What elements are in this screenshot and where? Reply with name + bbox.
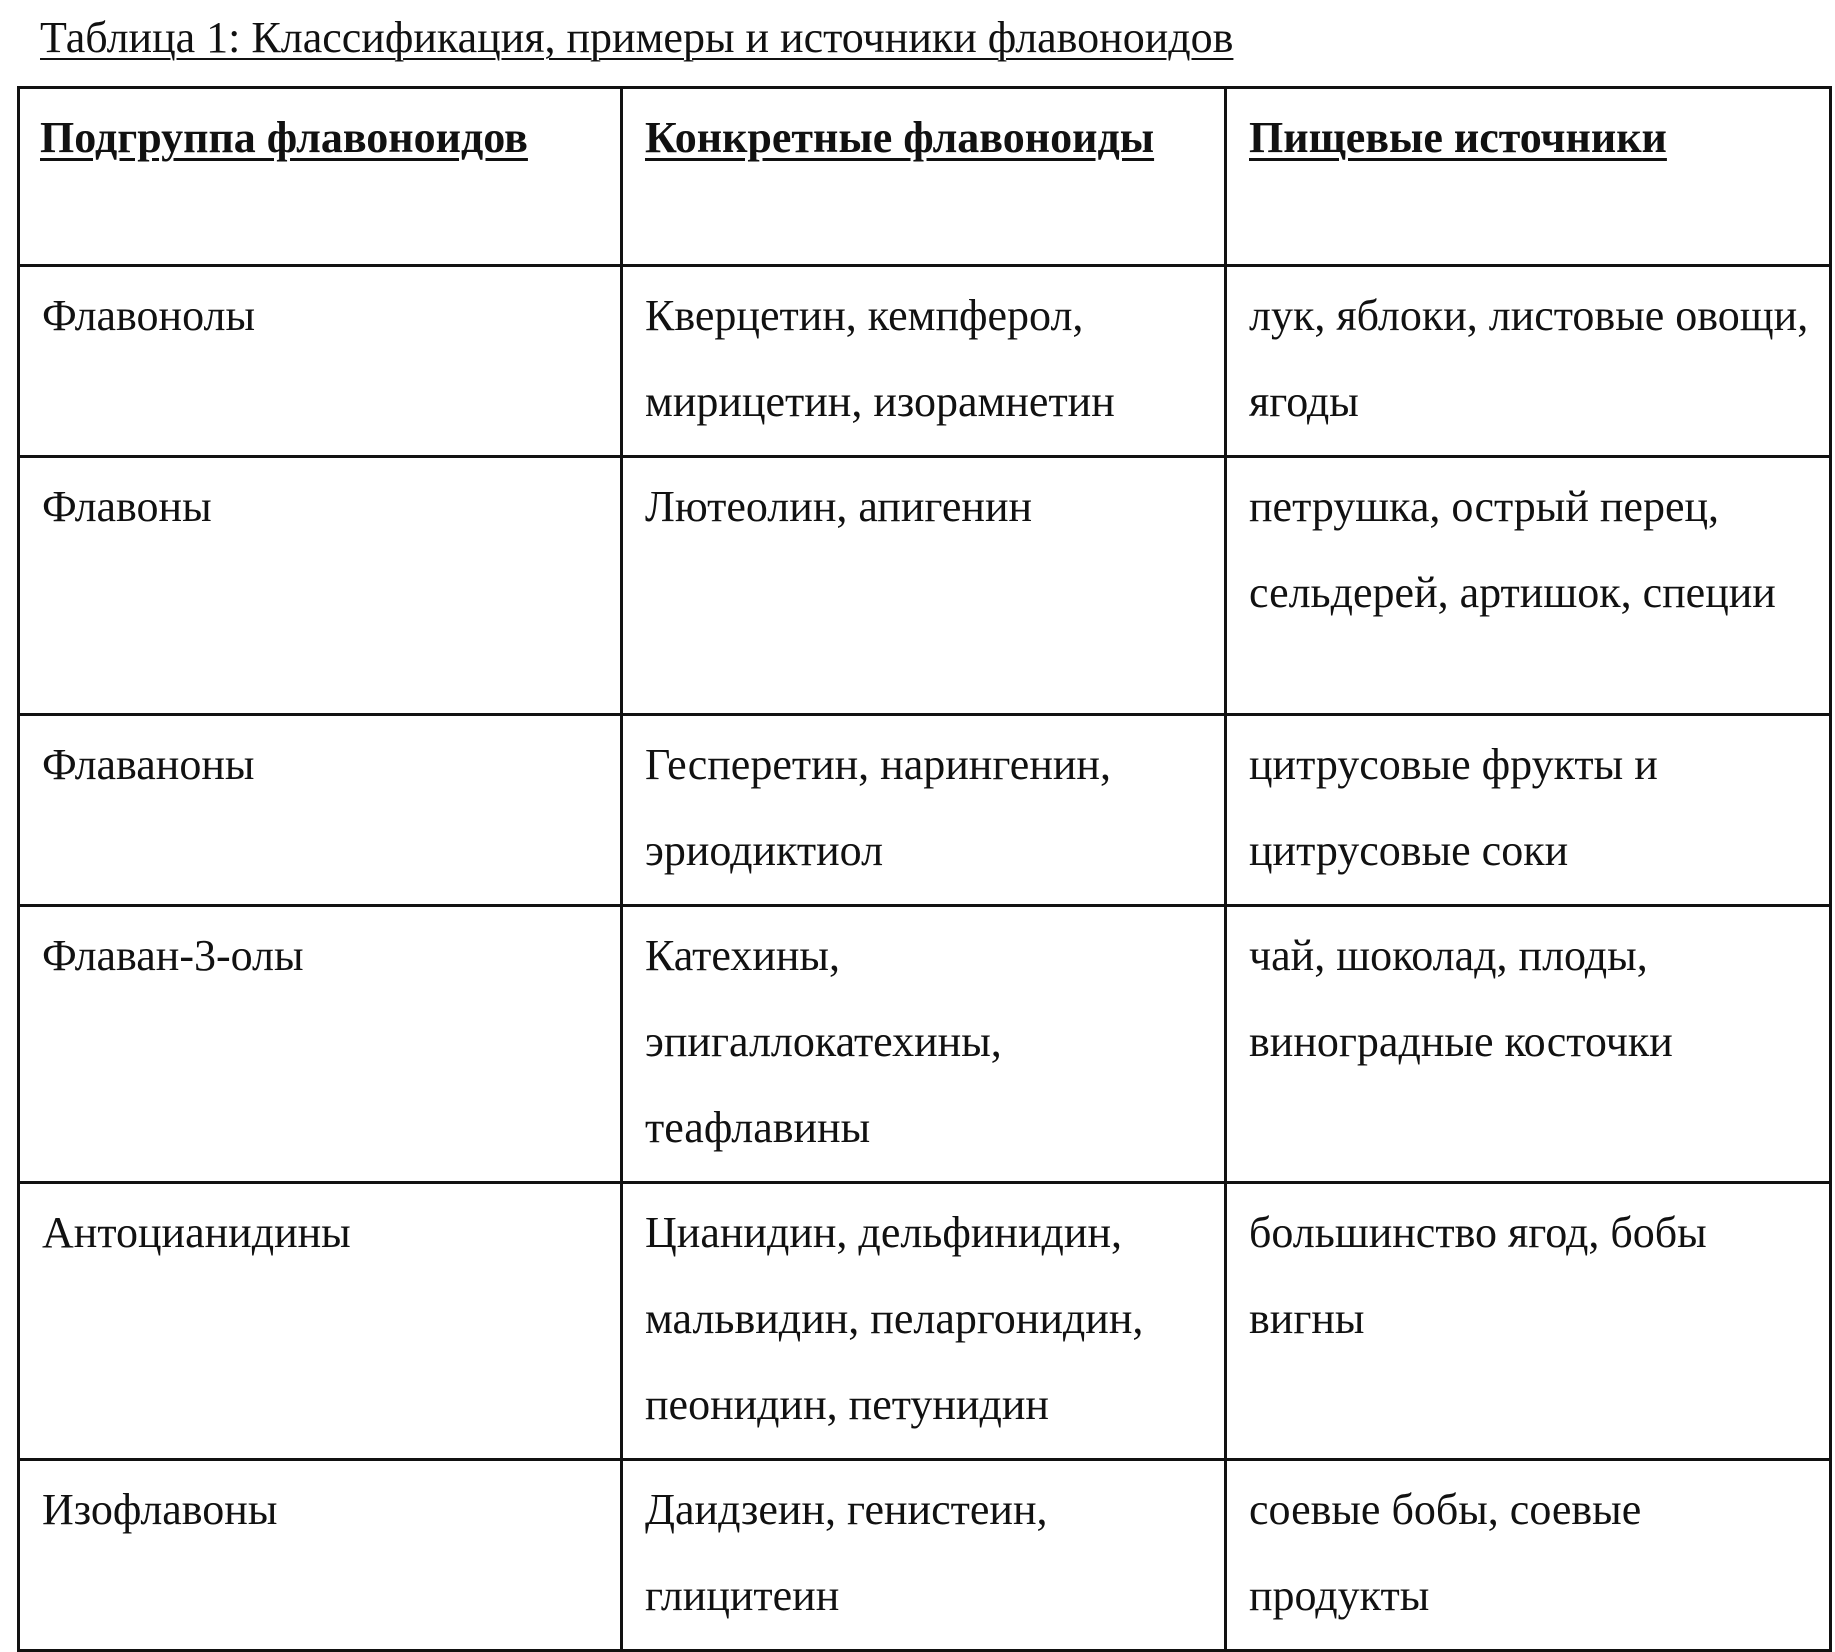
cell-specific: Гесперетин, нарингенин, эриодиктиол <box>622 715 1226 906</box>
flavonoid-table <box>17 86 1832 1652</box>
table-row <box>19 906 1831 1183</box>
cell-specific: Даидзеин, генистеин, глицитеин <box>622 1460 1226 1651</box>
header-specific-flavonoids: Конкретные флавоноиды <box>622 88 1226 266</box>
cell-sources: петрушка, острый перец, сельдерей, артишок, специи <box>1226 457 1831 715</box>
table-row <box>19 266 1831 457</box>
cell-subgroup: Флаван-3-олы <box>19 906 622 1183</box>
cell-subgroup: Флаваноны <box>19 715 622 906</box>
table-row <box>19 457 1831 715</box>
cell-sources: цитрусовые фрукты и цитрусовые соки <box>1226 715 1831 906</box>
cell-sources: большинство ягод, бобы вигны <box>1226 1183 1831 1460</box>
cell-sources: соевые бобы, соевые продукты <box>1226 1460 1831 1651</box>
table-row <box>19 1183 1831 1460</box>
cell-specific: Катехины, эпигаллокатехины, теафлавины <box>622 906 1226 1183</box>
cell-specific: Лютеолин, апигенин <box>622 457 1226 715</box>
header-row <box>19 88 1831 266</box>
cell-sources: чай, шоколад, плоды, виноградные косточки <box>1226 906 1831 1183</box>
table-row <box>19 1460 1831 1651</box>
cell-subgroup: Антоцианидины <box>19 1183 622 1460</box>
cell-specific: Цианидин, дельфинидин, мальвидин, пеларгонидин, пеонидин, петунидин <box>622 1183 1226 1460</box>
cell-subgroup: Флавонолы <box>19 266 622 457</box>
cell-sources: лук, яблоки, листовые овощи, ягоды <box>1226 266 1831 457</box>
header-food-sources: Пищевые источники <box>1226 88 1831 266</box>
table-caption: Таблица 1: Классификация, примеры и источники флавоноидов <box>40 13 1234 62</box>
cell-specific: Кверцетин, кемпферол, мирицетин, изорамнетин <box>622 266 1226 457</box>
cell-subgroup: Изофлавоны <box>19 1460 622 1651</box>
header-subgroup: Подгруппа флавоноидов <box>19 88 622 266</box>
cell-subgroup: Флавоны <box>19 457 622 715</box>
table-row <box>19 715 1831 906</box>
